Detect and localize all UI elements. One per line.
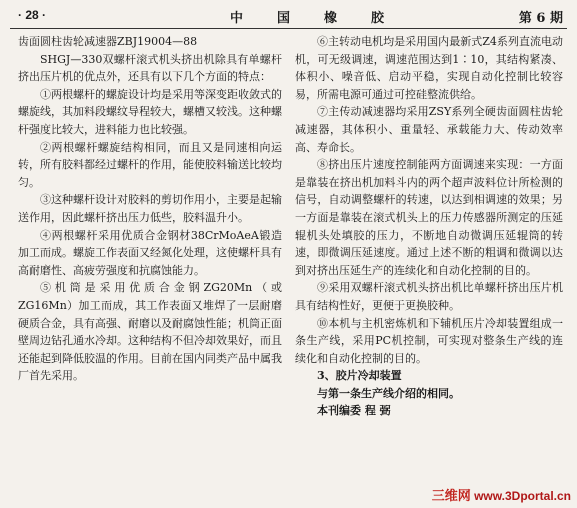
- paragraph-point-5: ⑤机筒是采用优质合金钢ZG20Mn（或ZG16Mn）加工而成，其工作表面又堆焊了一层耐磨硬质合金，具有高强、耐磨以及耐腐蚀性能；机筒正面壁周边钻孔通水冷却。这种结构不但冷却效果好，而且还能起到降低胶温的作用。目前在国内同类产品中属我厂首先采用。: [18, 281, 282, 383]
- paragraph-point-9: ⑨采用双螺杆滚式机头挤出机比单螺杆挤出压片机具有结构性好，更便于更换胶种。: [295, 281, 563, 312]
- paragraph-point-6: ⑥主转动电机均是采用国内最新式Z4系列直流电动机，可无级调速，调速范围达到1∶10，其结构紧凑、体积小、噪音低、启动平稳，实现自动化控制比较容易，所需电源可通过可控硅整流供给。: [295, 35, 563, 101]
- paragraph-point-10: ⑩本机与主机密炼机和下辅机压片冷却装置组成一条生产线，采用PC机控制，可实现对整条生产线的连续化和自动化控制的目的。: [295, 316, 563, 365]
- section-heading: 3、胶片冷却装置: [317, 369, 402, 383]
- left-column: [18, 33, 282, 385]
- paragraph-point-4: ④两根螺杆采用优质合金钢材38CrMoAeA锻造加工而成。螺旋工作表面又经氮化处理，这使螺杆具有高耐磨性、高疲劳强度和抗腐蚀能力。: [18, 228, 282, 277]
- watermark-brand: 三维网: [431, 488, 471, 503]
- paragraph-section-note: 与第一条生产线介绍的相同。: [317, 386, 460, 400]
- paragraph-standard: 齿面圆柱齿轮减速器ZBJ19004—88: [18, 35, 198, 48]
- header-rule: [10, 28, 567, 29]
- paragraph-point-2: ②两根螺杆螺旋结构相同，而且又是同速相向运转，所有胶料都经过螺杆的作用，能使胶料输送比较均匀。: [18, 140, 282, 189]
- page-header: [18, 5, 563, 27]
- paragraph-point-3: ③这种螺杆设计对胶料的剪切作用小，主要是起输送作用，因此螺杆挤出压力低些，胶料温升小。: [18, 193, 282, 224]
- journal-title: 中国橡胶: [230, 11, 419, 26]
- right-column: [295, 33, 563, 420]
- paragraph-point-7: ⑦主传动减速器均采用ZSY系列全硬齿面圆柱齿轮减速器，其体积小、重量轻、承载能力大、传动效率高、寿命长。: [295, 105, 563, 154]
- paragraph-point-1: ①两根螺杆的螺旋设计均是采用等深变距收敛式的螺旋线，其加料段螺纹导程较大，螺槽又较浅。这种螺杆强度比较大，进料能力也比较强。: [18, 87, 282, 136]
- page-number: · 28 ·: [18, 8, 47, 22]
- issue-number: 第 6 期: [518, 11, 563, 26]
- site-watermark: [432, 485, 571, 504]
- paragraph-point-8: ⑧挤出压片速度控制能两方面调速来实现：一方面是靠装在挤出机加料斗内的两个超声波料位计所检测的信号，自动调整螺杆的转速，以达到相调速的效果；另一方面是靠装在滚式机头上的压力传感器所测定的压延辊机头处填胶的压力，不断地自动微调压延辊筒的转速，即微调压延速度。通过上述不断的粗调和微调以达到对挤出压延生产的连续化和自动化控制的目的。: [295, 158, 563, 277]
- paragraph-intro: SHGJ—330双螺杆滚式机头挤出机除具有单螺杆挤出压片机的优点外，还具有以下几个方面的特点：: [18, 52, 282, 84]
- watermark-url: www.3Dportal.cn: [474, 489, 571, 503]
- editor-credit: 本刊编委 程 弼: [317, 404, 391, 418]
